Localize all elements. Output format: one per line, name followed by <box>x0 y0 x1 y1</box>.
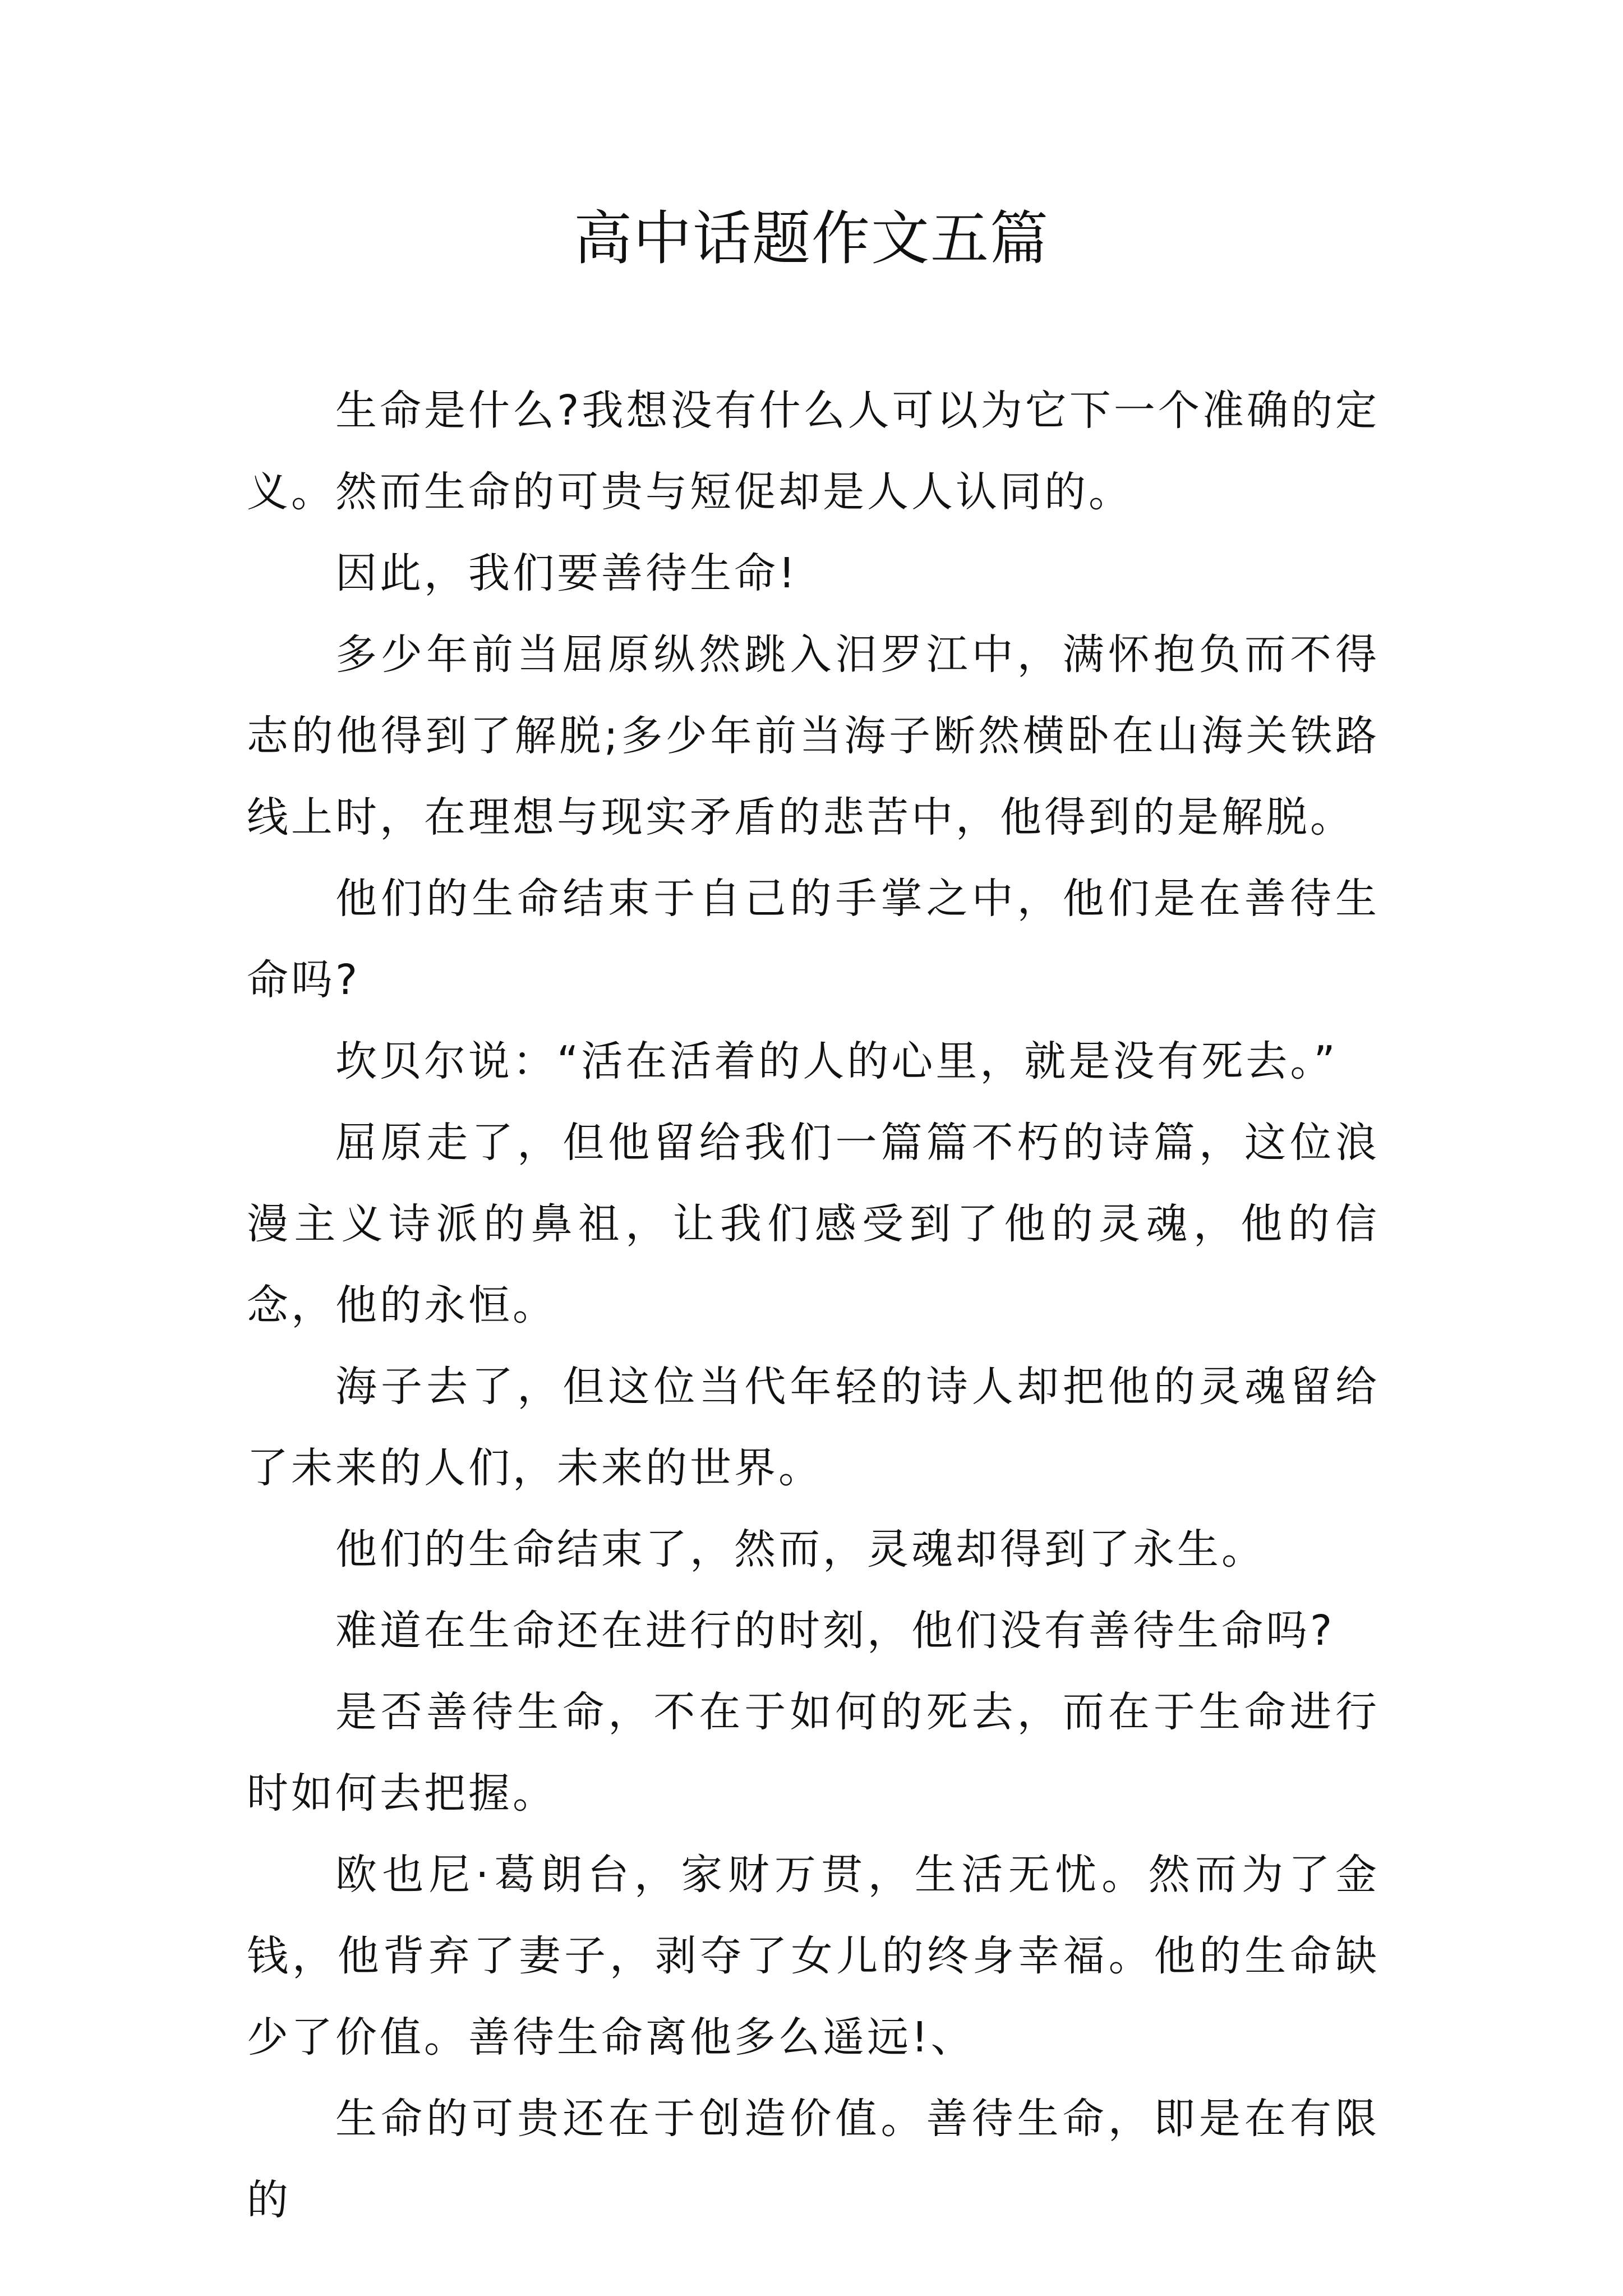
paragraph: 多少年前当屈原纵然跳入汨罗江中，满怀抱负而不得志的他得到了解脱;多少年前当海子断然横卧在山海关铁路线上时，在理想与现实矛盾的悲苦中，他得到的是解脱。 <box>247 631 1380 841</box>
document-title: 高中话题作文五篇 <box>573 204 1049 273</box>
paragraph: 他们的生命结束了，然而，灵魂却得到了永生。 <box>335 1525 1266 1573</box>
paragraph: 欧也尼·葛朗台，家财万贯，生活无忧。然而为了金钱，他背弃了妻子，剥夺了女儿的终身幸福。他的生命缺少了价值。善待生命离他多么遥远!、 <box>247 1851 1380 2062</box>
paragraph: 因此，我们要善待生命! <box>335 549 798 597</box>
paragraph: 生命的可贵还在于创造价值。善待生命，即是在有限的 <box>247 2095 1380 2224</box>
document-body <box>247 370 1380 2241</box>
paragraph: 生命是什么?我想没有什么人可以为它下一个准确的定义。然而生命的可贵与短促却是人人认同的。 <box>247 386 1380 516</box>
paragraph: 他们的生命结束于自己的手掌之中，他们是在善待生命吗? <box>247 875 1380 1004</box>
paragraph: 海子去了，但这位当代年轻的诗人却把他的灵魂留给了未来的人们，未来的世界。 <box>247 1363 1380 1492</box>
paragraph: 屈原走了，但他留给我们一篇篇不朽的诗篇，这位浪漫主义诗派的鼻祖，让我们感受到了他的灵魂，他的信念，他的永恒。 <box>247 1119 1380 1329</box>
paragraph: 难道在生命还在进行的时刻，他们没有善待生命吗? <box>335 1607 1335 1655</box>
paragraph: 坎贝尔说：“活在活着的人的心里，就是没有死去。” <box>335 1037 1338 1085</box>
paragraph: 是否善待生命，不在于如何的死去，而在于生命进行时如何去把握。 <box>247 1688 1380 1818</box>
